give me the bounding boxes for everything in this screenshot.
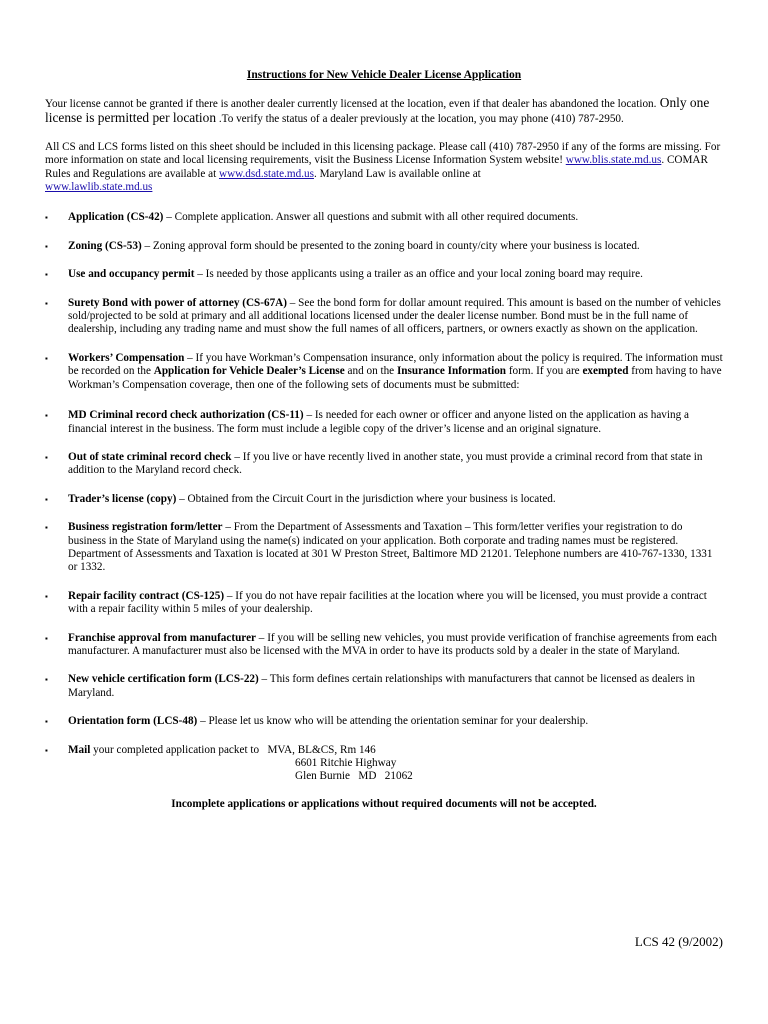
document-title: Instructions for New Vehicle Dealer License Application bbox=[246, 69, 522, 81]
bullet-icon: ▪ bbox=[45, 270, 48, 280]
link-blis[interactable]: www.blis.state.md.us bbox=[565, 154, 662, 167]
list-item-workers-comp: ▪ Workers’ Compensation – If you have Workman’s Compensation insurance, only information about the policy is required. The information must be recorded on the Application for Vehicle Dealer’s License and on the Insurance Information form. If you are exempted from having to have Workman’s Compensation coverage, then one of the following sets of documents must be submitted: bbox=[45, 351, 723, 391]
document-page bbox=[45, 68, 723, 811]
list-item-out-of-state: ▪ Out of state criminal record check – If you live or have recently lived in another state, you must provide a criminal record from that state in addition to the Maryland record check. bbox=[45, 450, 703, 477]
link-lawlib[interactable]: www.lawlib.state.md.us bbox=[45, 181, 153, 194]
list-item-use-occupancy: ▪ Use and occupancy permit – Is needed by those applicants using a trailer as an office and your local zoning board may require. bbox=[45, 268, 643, 281]
mailing-address-city: Glen Burnie MD 21062 bbox=[295, 770, 413, 783]
bullet-icon: ▪ bbox=[45, 452, 48, 462]
link-dsd[interactable]: www.dsd.state.md.us bbox=[218, 167, 314, 180]
bullet-icon: ▪ bbox=[45, 494, 48, 504]
list-item-new-vehicle-cert: ▪ New vehicle certification form (LCS-22) – This form defines certain relationships with manufacturers that cannot be licensed as dealers in Maryland. bbox=[45, 673, 696, 699]
bullet-icon: ▪ bbox=[45, 523, 48, 533]
bullet-icon: ▪ bbox=[45, 298, 48, 308]
list-item-application: ▪ Application (CS-42) – Complete application. Answer all questions and submit with all other required documents. bbox=[45, 211, 579, 224]
intro-paragraph-location: Your license cannot be granted if there is another dealer currently licensed at the location, even if that dealer has abandoned the location. Only one license is permitted per location .To verify the status of a dealer previously at the location, you may phone (410) 787-2950. bbox=[45, 95, 710, 126]
list-item-franchise: ▪ Franchise approval from manufacturer – If you will be selling new vehicles, you must provide verification of franchise agreements from each manufacturer. A manufacturer must also be licensed with the MVA in order to have its products sold by a dealer in the state of Maryland. bbox=[45, 631, 718, 657]
list-item-traders-license: ▪ Trader’s license (copy) – Obtained from the Circuit Court in the jurisdiction where your business is located. bbox=[45, 492, 556, 505]
list-item-zoning: ▪ Zoning (CS-53) – Zoning approval form should be presented to the zoning board in county/city where your business is located. bbox=[45, 239, 640, 252]
bullet-icon: ▪ bbox=[45, 633, 48, 643]
bullet-icon: ▪ bbox=[45, 241, 48, 251]
list-item-surety-bond: ▪ Surety Bond with power of attorney (CS-67A) – See the bond form for dollar amount required. This amount is based on the number of vehicles sold/projected to be sold at primary and all additional locations licensed under the dealer license number. Bond must be in the full name of dealership, including any trading name and must show the full names of all officers, partners, or owners exactly as shown on the application. bbox=[45, 296, 721, 336]
bullet-icon: ▪ bbox=[45, 745, 48, 755]
bullet-icon: ▪ bbox=[45, 717, 48, 727]
list-item-repair-facility: ▪ Repair facility contract (CS-125) – If you do not have repair facilities at the location where you will be licensed, you must provide a contract with a repair facility within 5 miles of your dealership. bbox=[45, 589, 707, 616]
bullet-icon: ▪ bbox=[45, 213, 48, 223]
list-item-orientation: ▪ Orientation form (LCS-48) – Please let us know who will be attending the orientation seminar for your dealership. bbox=[45, 715, 589, 728]
bullet-icon: ▪ bbox=[45, 411, 48, 421]
mailing-address-street: 6601 Ritchie Highway bbox=[295, 757, 397, 769]
bullet-icon: ▪ bbox=[45, 353, 48, 363]
bullet-icon: ▪ bbox=[45, 591, 48, 601]
intro-paragraph-forms: All CS and LCS forms listed on this sheet should be included in this licensing package. Please call (410) 787-2950 if any of the forms are missing. For more information on state and local licensing requirements, visit the Business License Information System website! www.blis.state.md.us. COMAR Rules and Regulations are available at www.dsd.state.md.us. Maryland Law is available online at www.lawlib.state.md.us bbox=[45, 140, 721, 194]
form-code: LCS 42 (9/2002) bbox=[634, 934, 723, 949]
closing-notice: Incomplete applications or applications without required documents will not be accepted. bbox=[171, 797, 597, 810]
list-item-business-registration: ▪ Business registration form/letter – From the Department of Assessments and Taxation – This form/letter verifies your registration to do business in the State of Maryland using the name(s) indicated on your application. Both corporate and trading names must be registered. Department of Assessments and Taxation is located at 301 W Preston Street, Baltimore MD 21201. Telephone numbers are 410-767-1330, 1331 or 1332. bbox=[45, 521, 713, 574]
list-item-mail: ▪ Mail your completed application packet to MVA, BL&CS, Rm 146 6601 Ritchie Highway Glen Burnie MD 21062 bbox=[45, 744, 723, 784]
requirements-list bbox=[45, 211, 723, 783]
bullet-icon: ▪ bbox=[45, 675, 48, 685]
list-item-criminal-check: ▪ MD Criminal record check authorization (CS-11) – Is needed for each owner or officer and anyone listed on the application as having a financial interest in the business. The form must include a legible copy of the driver’s license and an original signature. bbox=[45, 409, 689, 435]
